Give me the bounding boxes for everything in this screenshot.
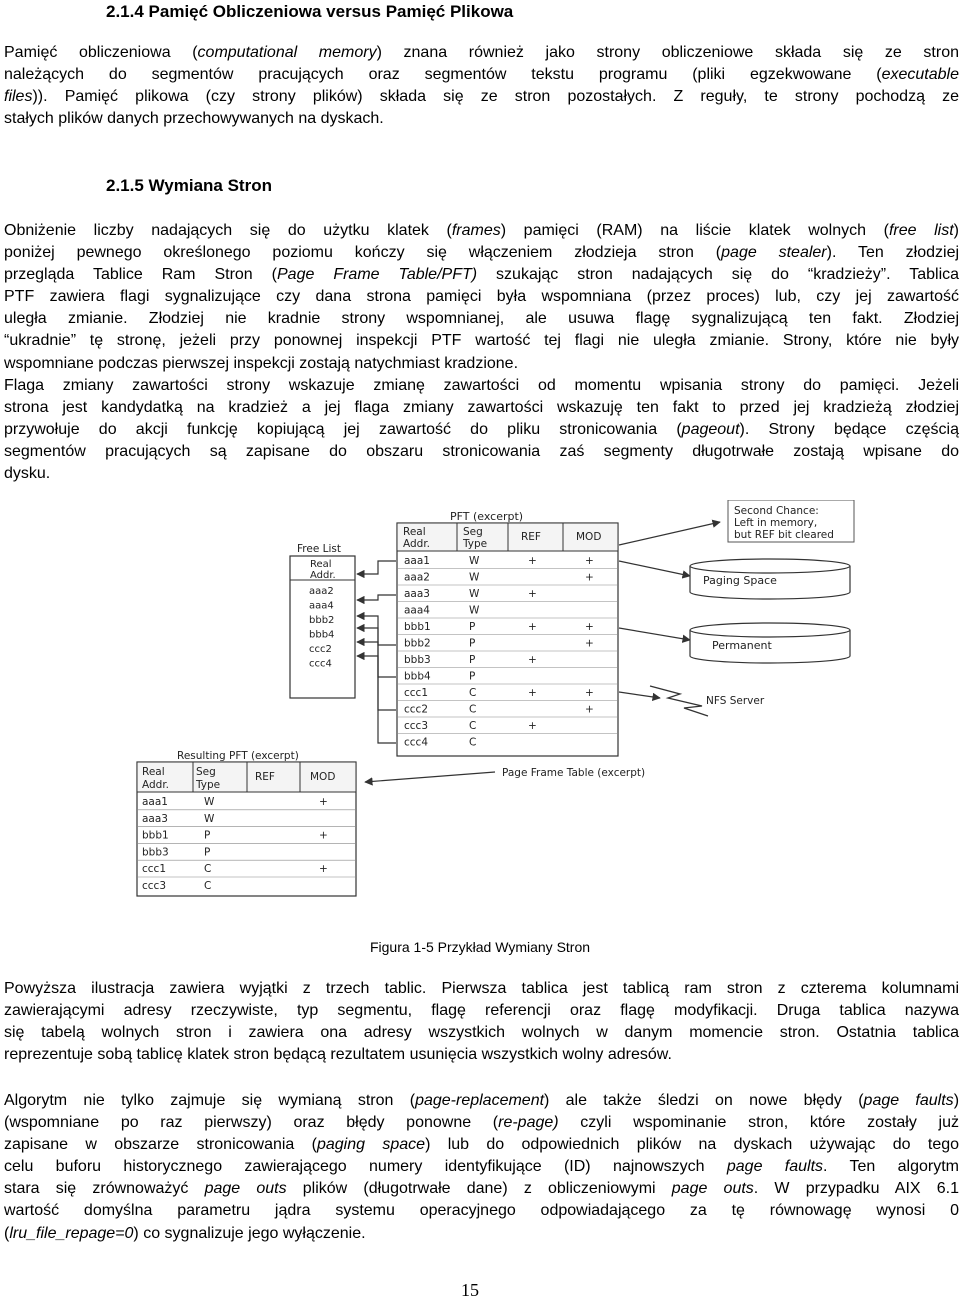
free-list-item: ccc2 [309, 644, 332, 655]
pft-cell-seg-type: P [469, 654, 476, 666]
svg-text:but REF bit cleared: but REF bit cleared [734, 529, 834, 541]
pft-cell-addr: bbb3 [404, 654, 431, 666]
pft-cell-addr: ccc4 [404, 736, 428, 749]
pft-cell-seg-type: C [469, 736, 477, 749]
pft-cell-ref: + [528, 687, 537, 699]
free-list-header-addr: Addr. [310, 570, 336, 581]
resulting-cell-addr: aaa3 [142, 812, 168, 825]
resulting-header-mod: MOD [310, 771, 336, 783]
pft-cell-ref: + [528, 621, 537, 633]
free-list-item: ccc4 [309, 658, 332, 670]
resulting-header-addr: Addr. [142, 779, 170, 791]
free-list-header-real: Real [310, 559, 332, 570]
pft-cell-ref: + [528, 654, 537, 666]
pft-cell-mod: + [585, 637, 594, 650]
paragraph-page-replacement: Obniżenie liczby nadających się do użytku klatek (frames) pamięci (RAM) na liście klatek wolnych (free list) poniżej pewnego określonego poziomu kończy się włączeniem złodzieja stron (page stealer). Ten złodziej przegląda Tablice Ram Stron (Page Frame Table/PFT) szukając stron nadających się do “kradzieży”. Tablica PTF zawiera flagi sygnalizujące czy dana strona pamięci była wspomniana (przez proces) lub, czy jej zawartość uległa zmianie. Złodziej nie kradnie strony wspomnianej, ale usuwa flagę sygnalizującą ten fakt. Złodziej “ukradnie” tę stronę, jeżeli przy ponownej inspekcji PTF wartość tej flagi nie uległa zmianie. Strony, które nie były wspomniane podczas pierwszej inspekcji zostają natychmiast kradzione. Flaga zmiany zawartości strony wskazuje zmianę zawartości od momentu wpisania strony do pamięci. Jeżeli strona jest kandydatką na kradzież a jej flaga zmiany zawartości wskazuję ten fakt to przed jej kradzieżą złodziej przywołuje do akcji funkcję kopiującą jej zawartość do pliku stronicowania (pageout). Strony będące częścią segmentów pracujących są zapisane do obszaru stronicowania zaś segmenty długotrwałe zostają wpisane do dysku. [4, 222, 960, 483]
free-list-item: bbb4 [309, 629, 335, 641]
pft-cell-mod: + [585, 555, 594, 567]
pft-cell-addr: ccc3 [404, 720, 428, 732]
pft-cell-addr: aaa3 [404, 588, 430, 600]
page-number: 15 [461, 1280, 479, 1300]
pft-cell-addr: bbb1 [404, 621, 431, 633]
pft-cell-seg-type: C [469, 720, 477, 732]
resulting-cell-addr: aaa1 [142, 796, 168, 808]
pft-cell-addr: bbb2 [404, 637, 431, 650]
paragraph-algorithm: Algorytm nie tylko zajmuje się wymianą stron (page-replacement) ale także śledzi on nowe błędy (page faults) (wspomniane po raz pierwszy) oraz błędy ponowne (re-page) czyli wspominanie stron, które zostały już zapisane w obszarze stronicowania (paging space) lub do odpowiednich plików na dyskach używając do tego celu buforu historycznego zawierającego numery identyfikujące (ID) najnowszych page faults. Ten algorytm stara się zrównoważyć page outs plików (długotrwałe dane) z obliczeniowymi page outs. W przypadku AIX 6.1 wartość domyślna parametru jądra systemu operacyjnego odpowiadającego za tę równowagę wynosi 0 (lru_file_repage=0) co sygnalizuje jego wyłączenie. [4, 1092, 960, 1242]
pft-cell-addr: aaa4 [404, 604, 430, 617]
pft-cell-addr: aaa1 [404, 555, 430, 567]
paragraph-illustration-description: Powyższa ilustracja zawiera wyjątki z trzech tablic. Pierwsza tablica jest tablicą ram stron z czterema kolumnami zawierającymi adresy rzeczywiste, typ segmentu, flagę referencji oraz flagę modyfikacji. Druga tablica nazywa się tabelą wolnych stron i zawiera ona adresy wszystkich wolnych w danym momencie stron. Ostatnia tablica reprezentuje sobą tablicę klatek stron będącą rezultatem usunięcia wszystkich wolny adresów. [4, 980, 959, 1064]
resulting-header-type: Type [196, 779, 221, 791]
pft-cell-addr: ccc1 [404, 687, 428, 699]
pft-header-type: Type [463, 538, 488, 550]
pft-header-ref: REF [521, 531, 541, 543]
pft-cell-mod: + [585, 703, 594, 716]
resulting-cell-seg-type: W [204, 812, 215, 825]
pft-cell-seg-type: W [469, 604, 480, 617]
nfs-server-label: NFS Server [706, 695, 765, 707]
svg-text:Permanent: Permanent [712, 639, 772, 652]
resulting-cell-mod: + [319, 829, 328, 842]
pft-cell-addr: bbb4 [404, 670, 431, 683]
pft-cell-mod: + [585, 571, 594, 584]
resulting-cell-mod: + [319, 796, 328, 808]
svg-text:Left in memory,: Left in memory, [734, 517, 818, 529]
figure-caption: Figura 1-5 Przykład Wymiany Stron [369, 939, 591, 955]
free-list-item: aaa4 [309, 600, 334, 612]
pft-cell-ref: + [528, 720, 537, 732]
resulting-header-real: Real [142, 766, 165, 778]
section-heading-2-1-5: 2.1.5 Wymiana Stron [106, 176, 272, 195]
svg-text:Paging Space: Paging Space [703, 574, 777, 587]
resulting-cell-seg-type: P [204, 829, 211, 842]
resulting-cell-seg-type: W [204, 796, 215, 808]
free-list-item: bbb2 [309, 615, 335, 626]
pft-title: PFT (excerpt) [450, 510, 524, 523]
pft-cell-mod: + [585, 687, 594, 699]
resulting-pft-table [137, 762, 356, 896]
pft-header-seg: Seg [463, 526, 483, 538]
svg-text:Second Chance:: Second Chance: [734, 505, 819, 517]
resulting-cell-seg-type: C [204, 880, 212, 892]
resulting-cell-seg-type: C [204, 863, 212, 876]
pft-cell-seg-type: C [469, 687, 477, 699]
second-chance-note [728, 500, 854, 542]
pft-cell-seg-type: P [469, 621, 476, 633]
pft-header-mod: MOD [576, 531, 602, 543]
resulting-cell-addr: ccc3 [142, 880, 166, 892]
pft-cell-ref: + [528, 555, 537, 567]
pft-header-addr: Addr. [403, 538, 431, 550]
pft-cell-addr: aaa2 [404, 571, 430, 584]
resulting-cell-addr: bbb1 [142, 829, 169, 842]
pft-cell-ref: + [528, 588, 537, 600]
resulting-cell-addr: bbb3 [142, 846, 169, 859]
pft-caption: Page Frame Table (excerpt) [502, 767, 646, 779]
free-list-table [290, 543, 355, 698]
pft-table [397, 523, 618, 756]
page-replacement-figure [0, 500, 960, 920]
pft-cell-seg-type: C [469, 703, 477, 716]
free-list-item: aaa2 [309, 586, 334, 597]
resulting-header-ref: REF [255, 771, 275, 783]
permanent-cylinder [690, 623, 850, 663]
free-list-title: Free List [297, 543, 341, 555]
pft-cell-seg-type: W [469, 555, 480, 567]
pft-cell-seg-type: W [469, 588, 480, 600]
pft-header-real: Real [403, 526, 426, 538]
pft-cell-mod: + [585, 621, 594, 633]
resulting-cell-seg-type: P [204, 846, 211, 859]
paragraph-computational-memory: Pamięć obliczeniowa (computational memory) znana również jako strony obliczeniowe składa się ze stron należących do segmentów pracujących oraz segmentów tekstu programu (pliki egzekwowane (executable files)). Pamięć plikowa (czy strony plików) składa się ze stron pozostałych. Z reguły, te strony pochodzą ze stałych plików danych przechowywanych na dyskach. [4, 44, 959, 128]
resulting-cell-addr: ccc1 [142, 863, 166, 876]
nfs-server-icon [650, 686, 765, 716]
pft-cell-seg-type: P [469, 637, 476, 650]
resulting-header-seg: Seg [196, 766, 216, 778]
resulting-pft-title: Resulting PFT (excerpt) [177, 750, 299, 762]
pft-cell-seg-type: W [469, 571, 480, 584]
pft-cell-seg-type: P [469, 670, 476, 683]
paging-space-cylinder [690, 559, 850, 599]
resulting-cell-mod: + [319, 863, 328, 876]
section-heading-2-1-4: 2.1.4 Pamięć Obliczeniowa versus Pamięć Plikowa [106, 2, 514, 21]
pft-cell-addr: ccc2 [404, 703, 428, 716]
